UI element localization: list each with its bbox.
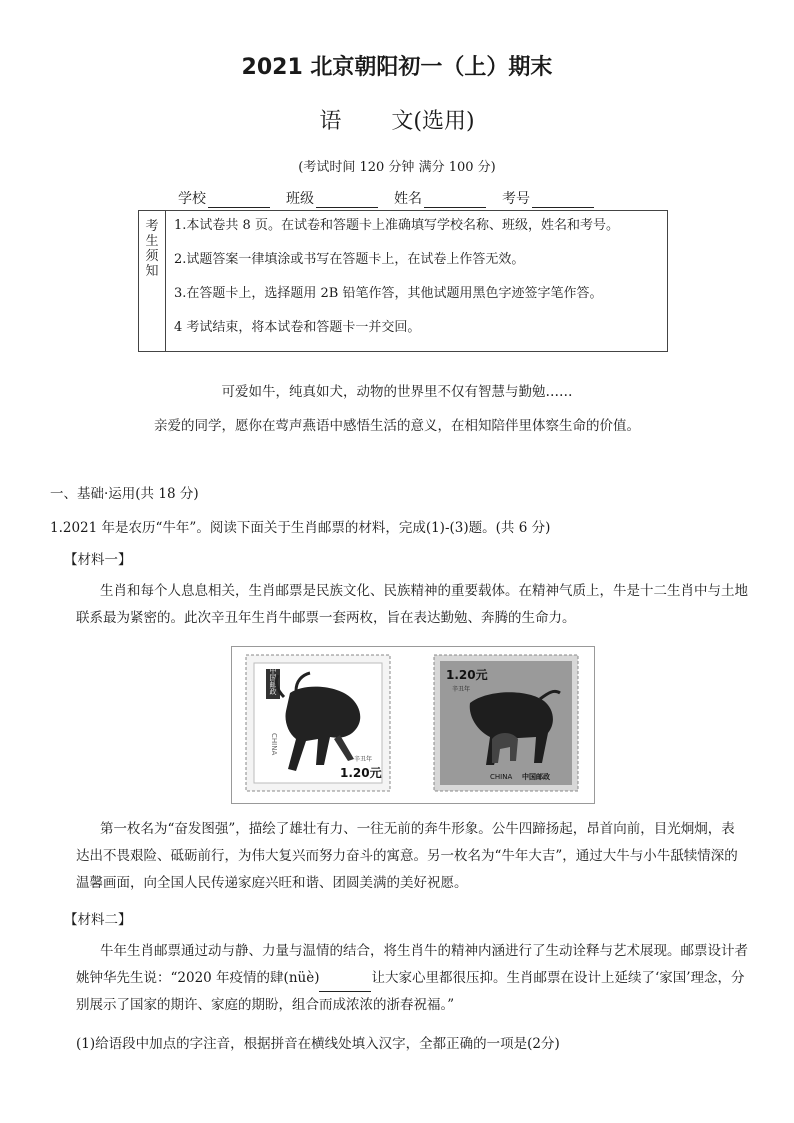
material-2-paragraph: 牛年生肖邮票通过动与静、力量与温情的结合，将生肖牛的精神内涵进行了生动诠释与艺术展现。邮票设计者姚钟华先生说：“2020 年疫情的肆(nüè) 让大家心里都很压抑。生肖邮票在设计上延续了‘家国’理念，分别展示了国家的期许、家庭的期盼，组合而成浓浓的浙春祝福。” xyxy=(76,943,748,1013)
id-blank[interactable] xyxy=(532,192,594,208)
notice-item: 3.在答题卡上，选择题用 2B 铅笔作答，其他试题用黑色字迹签字笔作答。 xyxy=(174,286,603,301)
stamp-latin: CHINA xyxy=(490,773,513,781)
stamp-fenfa-tuqiang xyxy=(244,653,392,793)
notice-item: 2.试题答案一律填涂或书写在答题卡上，在试卷上作答无效。 xyxy=(174,252,525,267)
notice-item: 1.本试卷共 8 页。在试卷和答题卡上准确填写学校名称、班级，姓名和考号。 xyxy=(174,218,619,233)
stamp-niunian-daji xyxy=(432,653,580,793)
stamp-country: 中国邮政 xyxy=(269,667,277,695)
notice-items xyxy=(166,211,667,351)
subject-char-a: 语 xyxy=(319,109,342,134)
name-blank[interactable] xyxy=(424,192,486,208)
info-class: 班级 xyxy=(286,188,378,208)
question-1: 1.2021 年是农历“牛年”。阅读下面关于生肖邮票的材料，完成(1)-(3)题。(共 6 分) xyxy=(50,520,551,536)
subject-char-b: 文(选用) xyxy=(391,109,475,134)
stamp-latin: CHINA xyxy=(270,733,278,756)
school-blank[interactable] xyxy=(208,192,270,208)
intro-line-2: 亲爱的同学，愿你在莺声燕语中感悟生活的意义，在相知陪伴里体察生命的价值。 xyxy=(154,418,640,434)
sub-question-1: (1)给语段中加点的字注音，根据拼音在横线处填入汉字，全都正确的一项是(2分) xyxy=(76,1036,560,1052)
section-heading: 一、基础·运用(共 18 分) xyxy=(50,486,199,502)
notice-label: 考 生 须 知 xyxy=(139,211,166,351)
student-info-row xyxy=(178,188,594,208)
material-1-paragraph-2: 第一枚名为“奋发图强”，描绘了雄壮有力、一往无前的奔牛形象。公牛四蹄扬起，昂首向前，目光炯炯，表达出不畏艰险、砥砺前行，为伟大复兴而努力奋斗的寓意。另一枚名为“牛年大吉”，通过大牛与小牛舐犊情深的温馨画面，向全国人民传递家庭兴旺和谐、团圆美满的美好祝愿。 xyxy=(76,821,738,891)
exam-notice-box xyxy=(138,210,668,352)
subject-heading xyxy=(0,104,794,135)
notice-item: 4 考试结束，将本试卷和答题卡一并交回。 xyxy=(174,320,421,335)
info-id: 考号 xyxy=(502,188,594,208)
info-school: 学校 xyxy=(178,188,270,208)
intro-line-1: 可爱如牛，纯真如犬，动物的世界里不仅有智慧与勤勉…… xyxy=(221,384,573,400)
exam-time: (考试时间 120 分钟 满分 100 分) xyxy=(298,160,496,175)
material-1-paragraph-1: 生肖和每个人息息相关，生肖邮票是民族文化、民族精神的重要载体。在精神气质上，牛是十二生肖中与土地联系最为紧密的。此次辛丑年生肖牛邮票一套两枚，旨在表达勤勉、奔腾的生命力。 xyxy=(76,583,748,626)
material-2-title: 【材料二】 xyxy=(64,912,132,928)
stamp-year: 辛丑年 xyxy=(354,756,373,763)
class-blank[interactable] xyxy=(316,192,378,208)
fill-in-blank[interactable] xyxy=(319,977,371,992)
stamp-country: 中国邮政 xyxy=(522,773,550,781)
stamp-value: 1.20元 xyxy=(446,668,488,682)
stamp-value: 1.20元 xyxy=(340,766,382,780)
stamps-figure xyxy=(231,646,595,804)
info-name: 姓名 xyxy=(394,188,486,208)
stamp-year: 辛丑年 xyxy=(452,686,471,693)
material-1-title: 【材料一】 xyxy=(64,552,132,568)
page-title: 2021 北京朝阳初一（上）期末 xyxy=(241,55,553,80)
